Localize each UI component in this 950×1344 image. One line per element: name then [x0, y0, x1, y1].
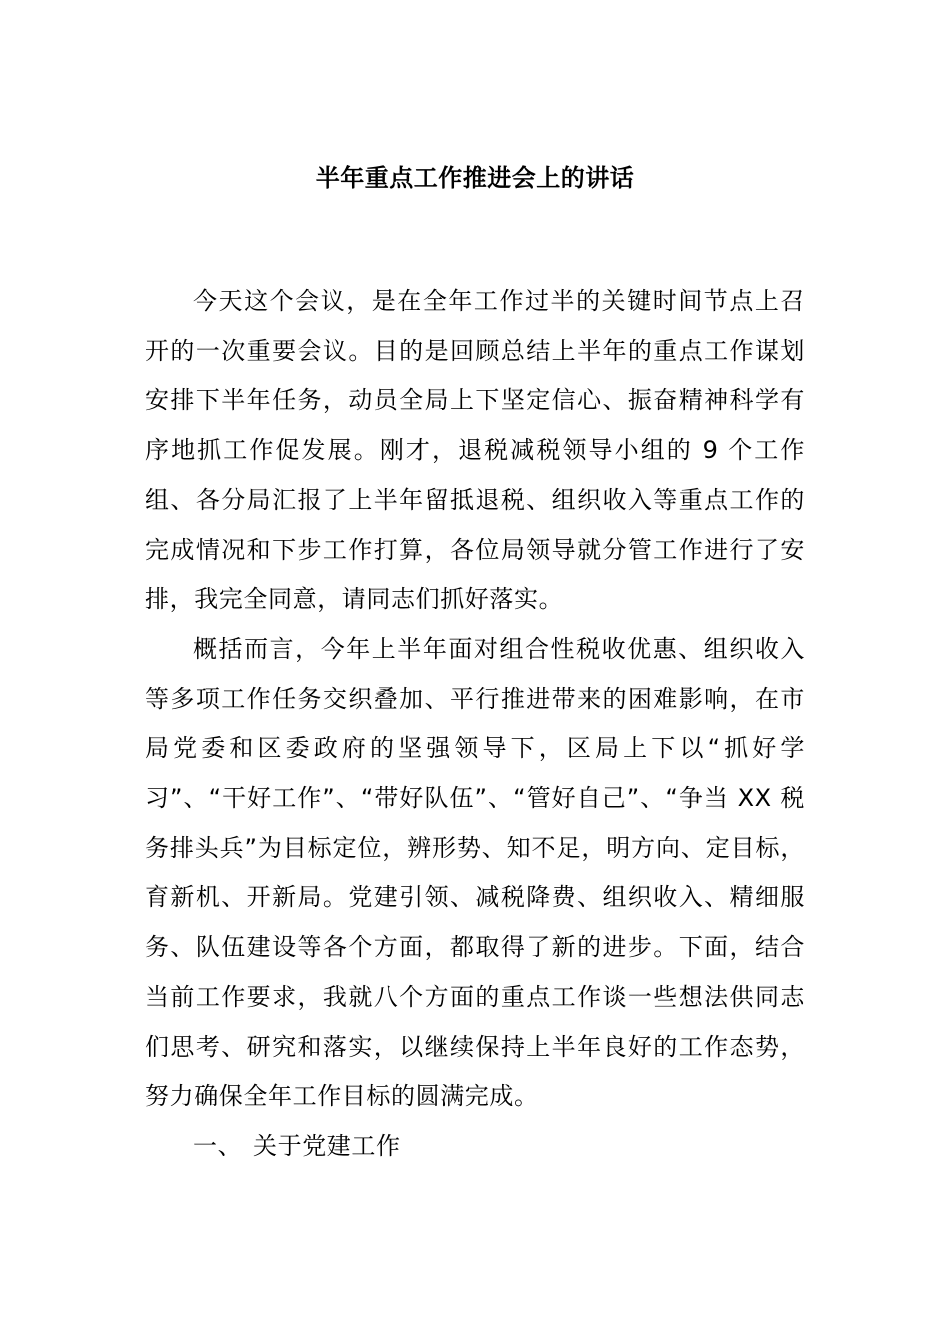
paragraph-opening: 今天这个会议，是在全年工作过半的关键时间节点上召开的一次重要会议。目的是回顾总结上半年的重点工作谋划安排下半年任务，动员全局上下坚定信心、振奋精神科学有序地抓工作促发展。刚才，退税减税领导小组的 9 个工作组、各分局汇报了上半年留抵退税、组织收入等重点工作的完成情况和下步工作打算，各位局领导就分管工作进行了安排，我完全同意，请同志们抓好落实。 [145, 287, 805, 614]
document-body [145, 277, 805, 1172]
paragraph-summary: 概括而言，今年上半年面对组合性税收优惠、组织收入等多项工作任务交织叠加、平行推进带来的困难影响，在市局党委和区委政府的坚强领导下，区局上下以“抓好学习”、“干好工作”、“带好队伍”、“管好自己”、“争当 XX 税务排头兵”为目标定位，辨形势、知不足，明方向、定目标，育新机、开新局。党建引领、减税降费、组织收入、精细服务、队伍建设等各个方面，都取得了新的进步。下面，结合当前工作要求，我就八个方面的重点工作谈一些想法供同志们思考、研究和落实，以继续保持上半年良好的工作态势，努力确保全年工作目标的圆满完成。 [145, 634, 805, 1111]
section-heading-number: 一、 [193, 1131, 243, 1160]
section-heading [145, 1122, 805, 1172]
section-heading-text: 关于党建工作 [253, 1131, 401, 1160]
document-title: 半年重点工作推进会上的讲话 [315, 164, 635, 192]
